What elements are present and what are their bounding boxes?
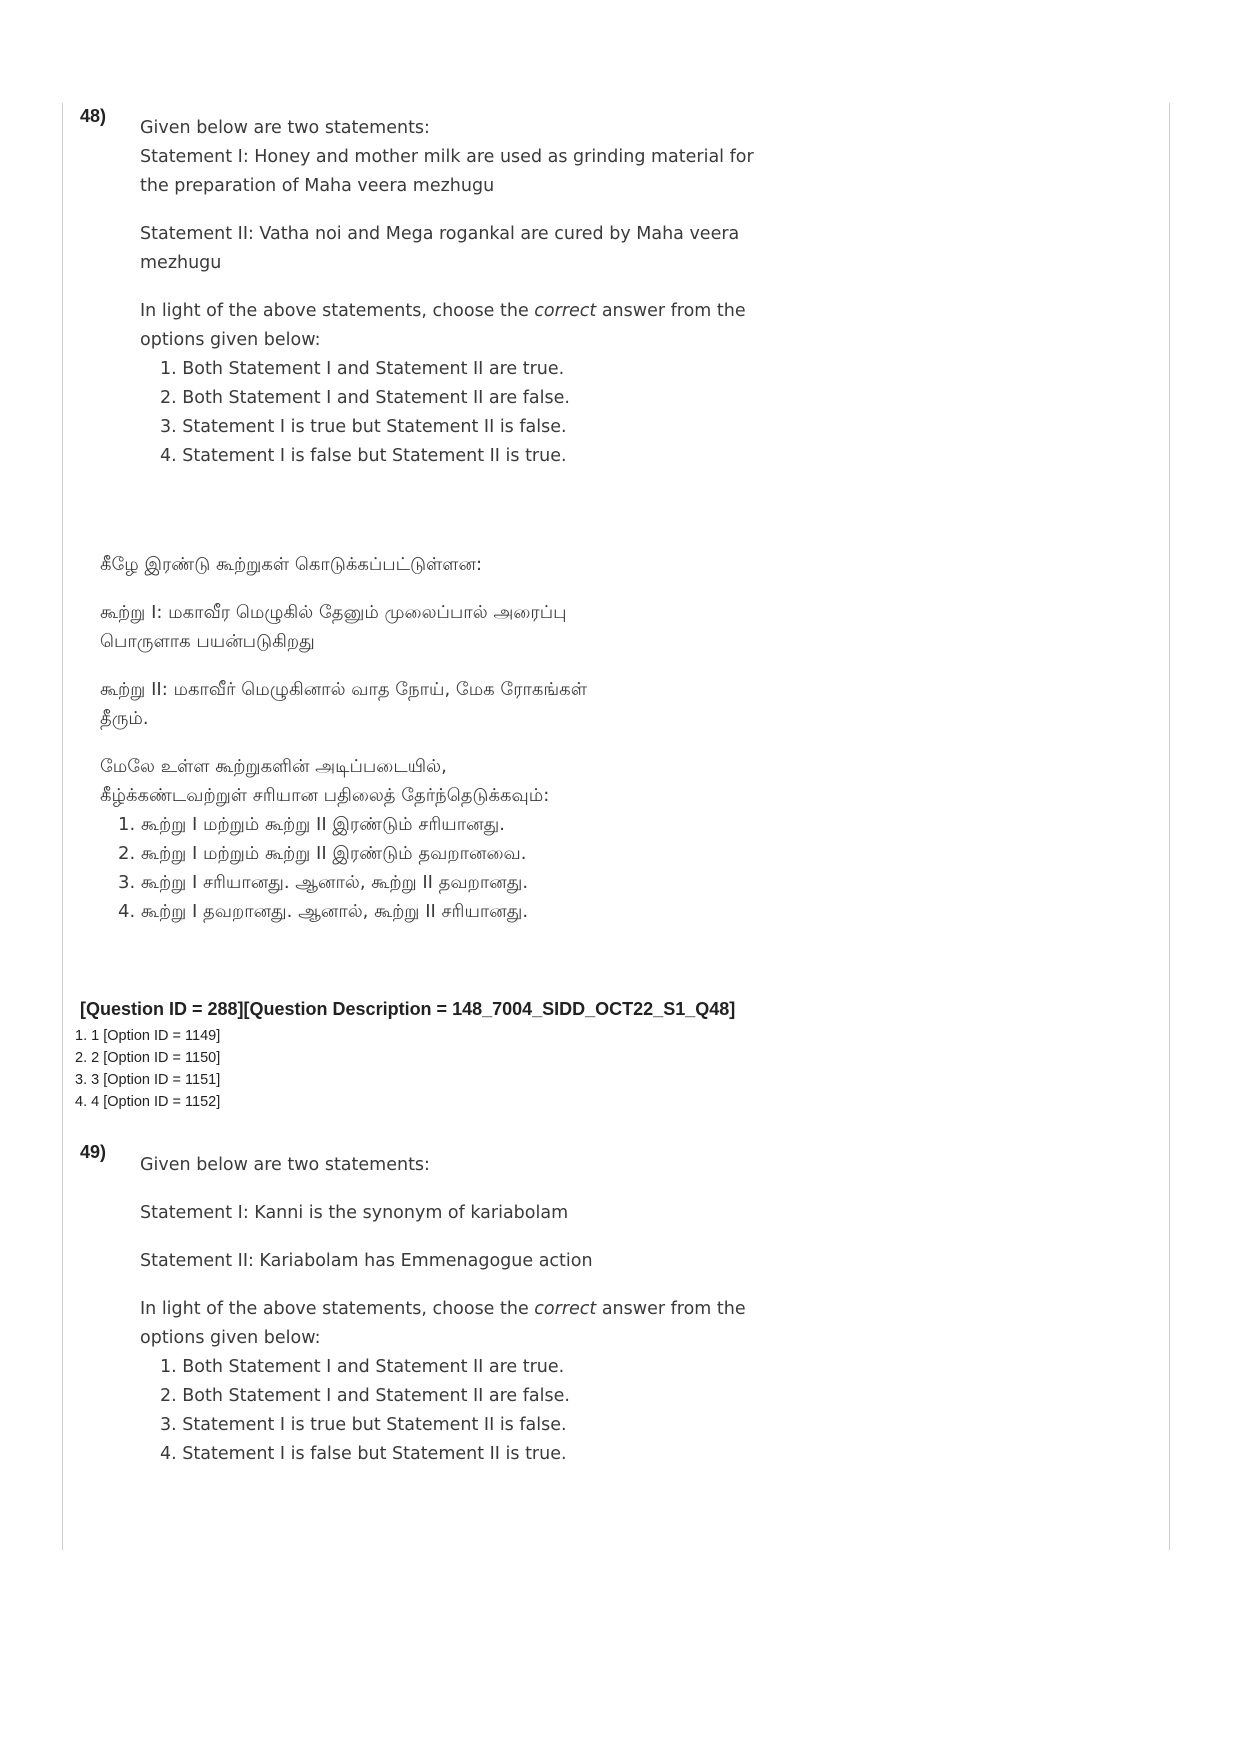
q49-option-3: 3. Statement I is true but Statement II is false. (160, 1415, 567, 1435)
q48-option-3: 3. Statement I is true but Statement II is false. (160, 417, 567, 437)
q49-instruction-post: answer from the (596, 1299, 746, 1319)
right-border-line (1169, 103, 1170, 1550)
q49-statement2: Statement II: Kariabolam has Emmenagogue action (140, 1251, 593, 1271)
q48-tamil-option-3: 3. கூற்று I சரியானது. ஆனால், கூற்று II தவறானது. (118, 872, 529, 893)
q48-tamil-statement2-line2: தீரும். (100, 708, 149, 729)
q48-tamil-statement2-line1: கூற்று II: மகாவீர் மெழுகினால் வாத நோய், மேக ரோகங்கள் (100, 679, 587, 700)
q49-intro: Given below are two statements: (140, 1155, 430, 1175)
q49-english-options (140, 1353, 746, 1469)
q48-tamil-option-2: 2. கூற்று I மற்றும் கூற்று II இரண்டும் தவறானவை. (118, 843, 527, 864)
q49-option-1: 1. Both Statement I and Statement II are true. (160, 1357, 565, 1377)
q48-statement2-line2: mezhugu (140, 253, 222, 273)
q48-instruction-em: correct (534, 301, 597, 321)
q48-tamil-option-4: 4. கூற்று I தவறானது. ஆனால், கூற்று II சரியானது. (118, 901, 529, 922)
q48-english-options (140, 355, 754, 471)
q48-tamil-option-1: 1. கூற்று I மற்றும் கூற்று II இரண்டும் சரியானது. (118, 814, 505, 835)
q49-instruction-line2: options given below: (140, 1328, 321, 1348)
question-49-number: 49) (80, 1142, 107, 1162)
q49-instruction-em: correct (534, 1299, 597, 1319)
q48-tamil-intro: கீழே இரண்டு கூற்றுகள் கொடுக்கப்பட்டுள்ளன: (100, 554, 483, 575)
question-48-meta-title: [Question ID = 288][Question Description = 148_7004_SIDD_OCT22_S1_Q48] (80, 999, 736, 1019)
left-border-line (62, 103, 63, 1550)
q48-meta-option-4: 4. 4 [Option ID = 1152] (75, 1094, 221, 1110)
q48-intro: Given below are two statements: (140, 118, 430, 138)
q48-statement2-line1: Statement II: Vatha noi and Mega rogankal are cured by Maha veera (140, 224, 740, 244)
q48-statement1-line2: the preparation of Maha veera mezhugu (140, 176, 495, 196)
question-48-english (140, 114, 754, 471)
q48-meta-option-3: 3. 3 [Option ID = 1151] (75, 1072, 221, 1088)
q48-instruction-post: answer from the (596, 301, 746, 321)
q48-meta-option-1: 1. 1 [Option ID = 1149] (75, 1028, 221, 1044)
q48-tamil-statement1-line1: கூற்று I: மகாவீர மெழுகில் தேனும் முலைப்பால் அரைப்பு (100, 602, 567, 623)
q48-tamil-statement1-line2: பொருளாக பயன்படுகிறது (100, 631, 315, 652)
q49-statement1: Statement I: Kanni is the synonym of kariabolam (140, 1203, 569, 1223)
q48-statement1-line1: Statement I: Honey and mother milk are used as grinding material for (140, 147, 754, 167)
q48-option-4: 4. Statement I is false but Statement II is true. (160, 446, 567, 466)
q49-instruction-line1 (140, 1295, 746, 1324)
q49-instruction-pre: In light of the above statements, choose the (140, 1299, 535, 1319)
q49-option-2: 2. Both Statement I and Statement II are false. (160, 1386, 570, 1406)
q48-instruction-pre: In light of the above statements, choose the (140, 301, 535, 321)
q48-option-2: 2. Both Statement I and Statement II are false. (160, 388, 570, 408)
q49-option-4: 4. Statement I is false but Statement II is true. (160, 1444, 567, 1464)
q48-tamil-options (100, 810, 587, 926)
q48-instruction-line2: options given below: (140, 330, 321, 350)
q48-tamil-instruction-line1: மேலே உள்ள கூற்றுகளின் அடிப்படையில், (100, 756, 447, 777)
question-48-number: 48) (80, 106, 107, 126)
question-49-english (140, 1151, 746, 1469)
q48-instruction-line1 (140, 297, 754, 326)
q48-option-1: 1. Both Statement I and Statement II are true. (160, 359, 565, 379)
question-48-tamil (100, 550, 587, 926)
q48-tamil-instruction-line2: கீழ்க்கண்டவற்றுள் சரியான பதிலைத் தேர்ந்தெடுக்கவும்: (100, 785, 550, 806)
question-48-meta-options (75, 1025, 220, 1113)
q48-meta-option-2: 2. 2 [Option ID = 1150] (75, 1050, 221, 1066)
